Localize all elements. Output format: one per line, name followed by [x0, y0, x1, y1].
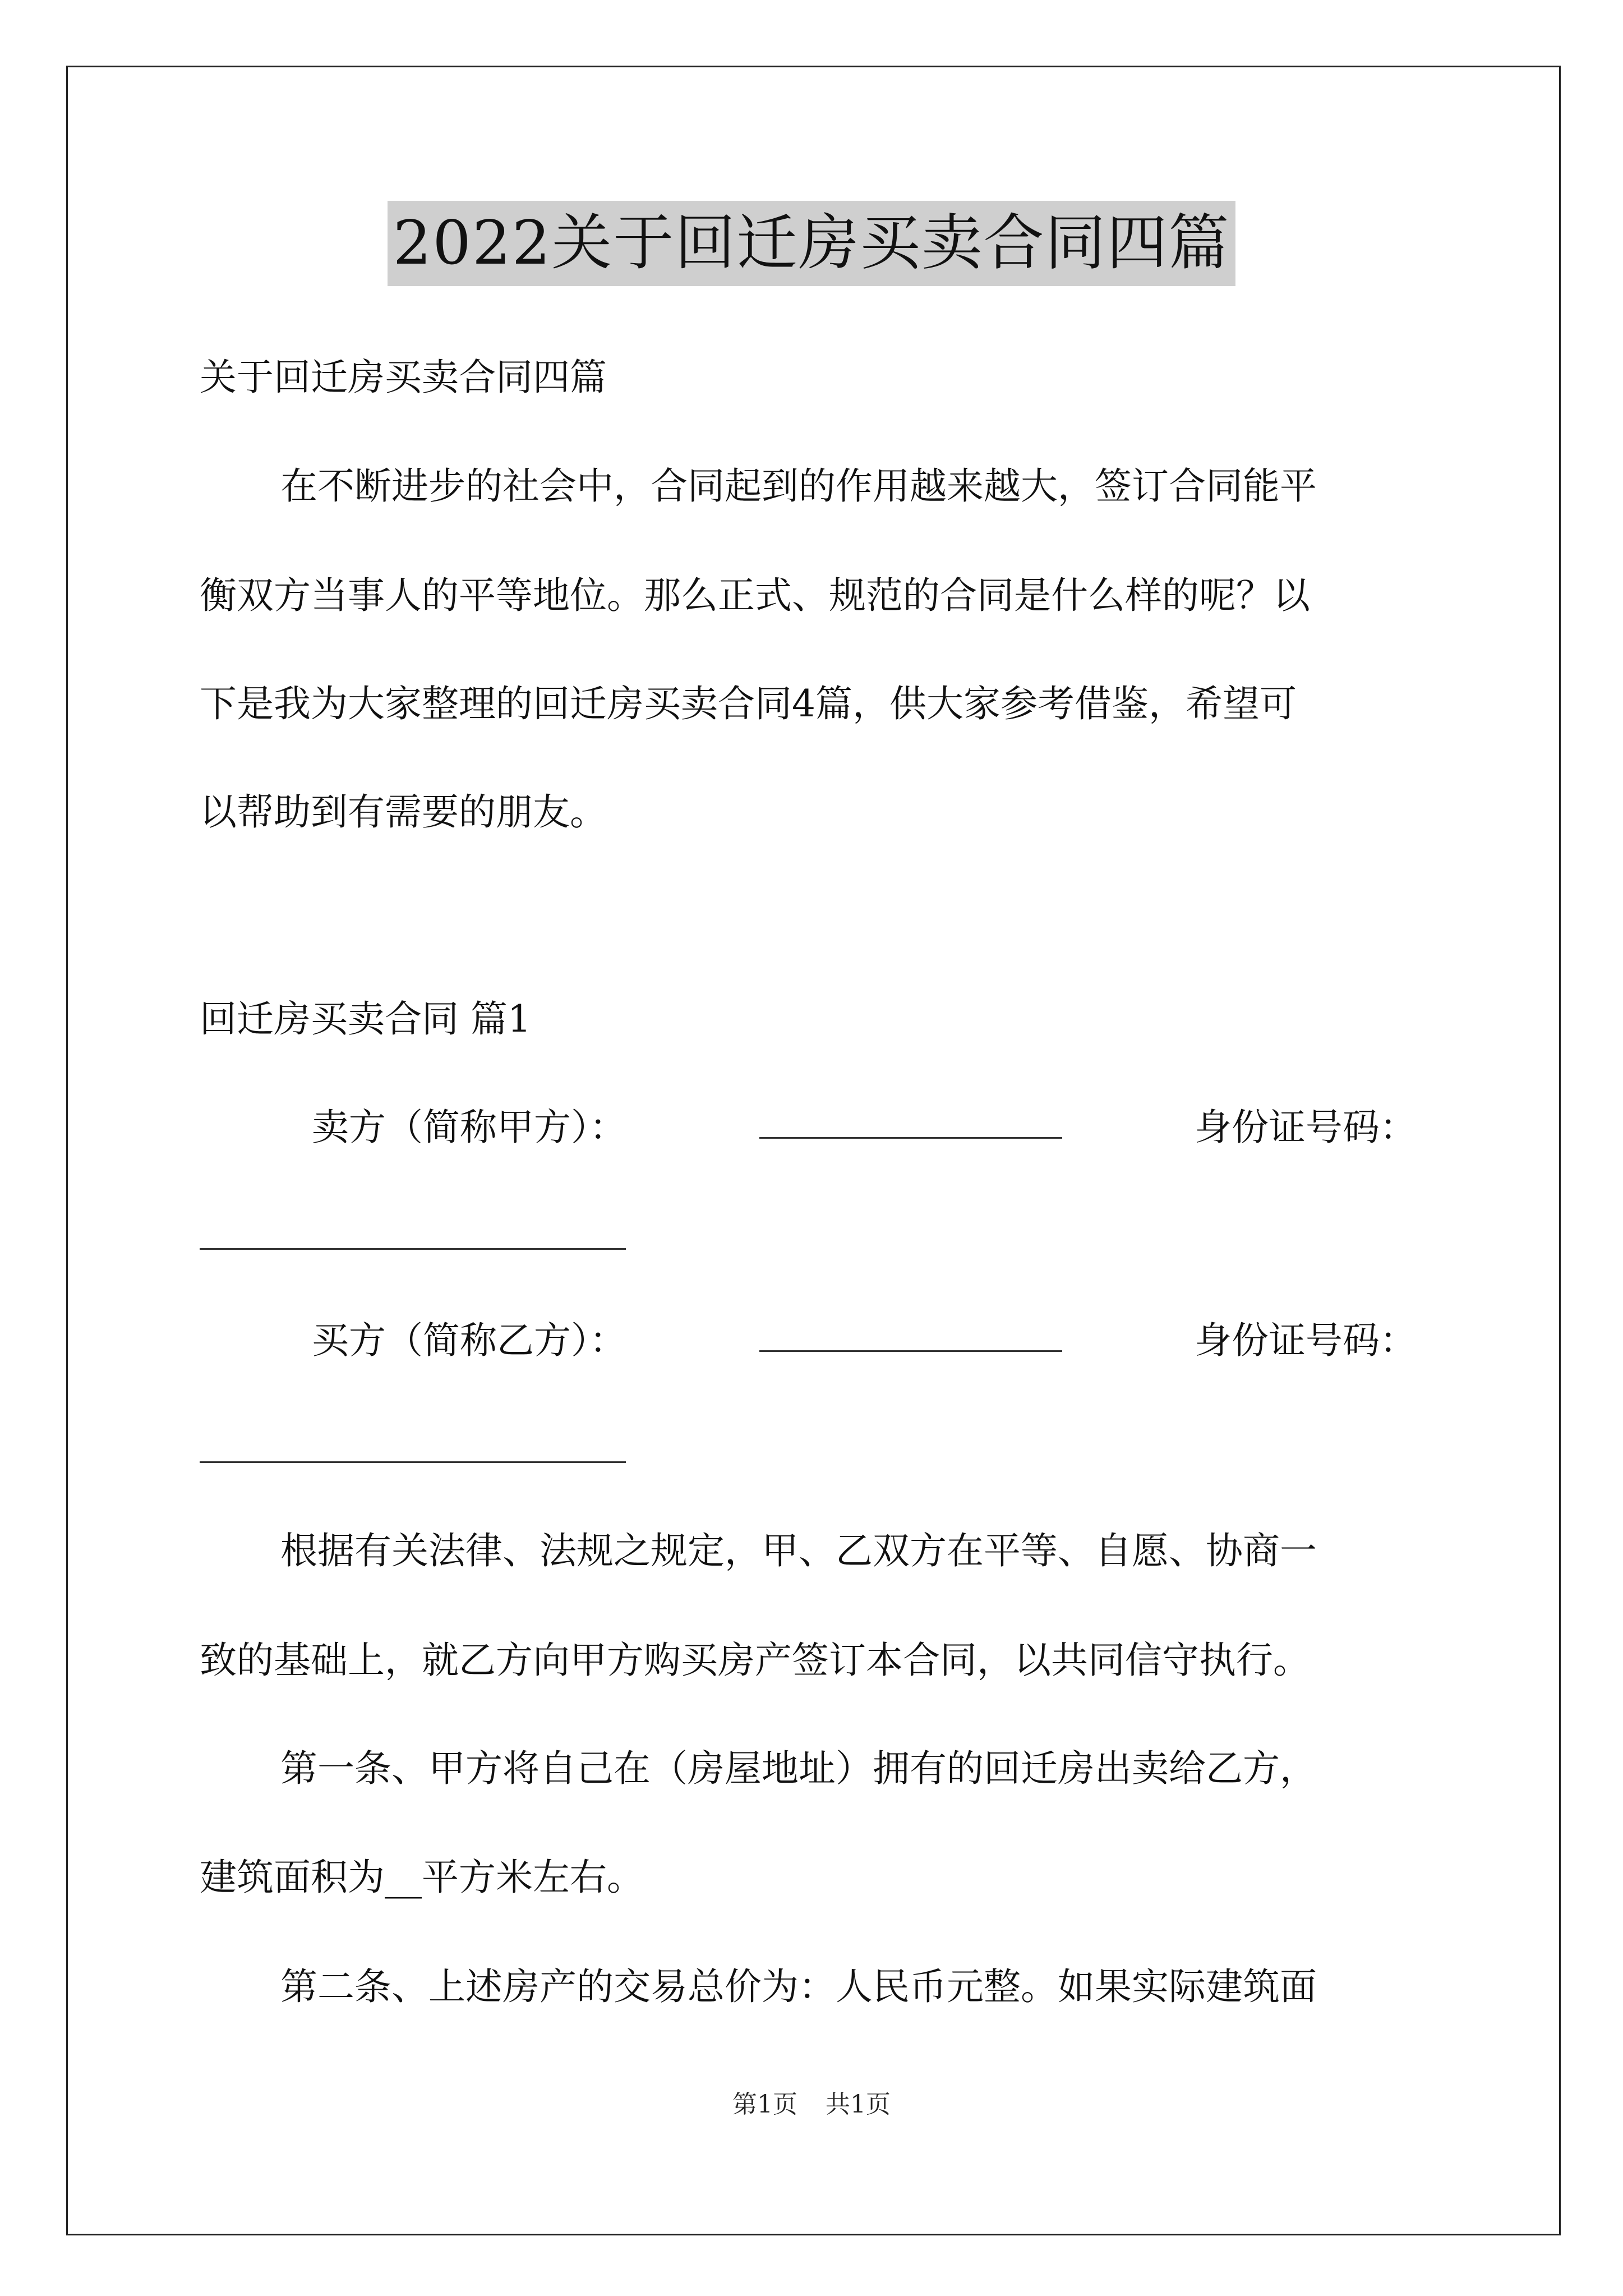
- seller-name-blank[interactable]: [759, 1102, 1062, 1139]
- page-number: 第1页: [732, 2090, 797, 2119]
- page-footer: [0, 2088, 1623, 2122]
- document-subtitle: 关于回迁房买卖合同四篇: [200, 356, 607, 399]
- body-line-2: 致的基础上，就乙方向甲方购买房产签订本合同，以共同信守执行。: [200, 1639, 1310, 1682]
- seller-id-blank[interactable]: [200, 1248, 626, 1250]
- body-line-3: 第一条、甲方将自己在（房屋地址）拥有的回迁房出卖给乙方，: [280, 1747, 1317, 1790]
- buyer-name-blank[interactable]: [759, 1315, 1062, 1352]
- seller-row: [312, 1102, 1417, 1153]
- buyer-id-label: 身份证号码：: [1195, 1319, 1417, 1362]
- buyer-label: 买方（简称乙方）：: [312, 1319, 626, 1362]
- seller-label: 卖方（简称甲方）：: [312, 1106, 626, 1149]
- buyer-id-blank[interactable]: [200, 1461, 626, 1463]
- body-line-5: 第二条、上述房产的交易总价为：人民币元整。如果实际建筑面: [280, 1965, 1317, 2008]
- document-title: 2022关于回迁房买卖合同四篇: [388, 201, 1236, 286]
- intro-line-2: 衡双方当事人的平等地位。那么正式、规范的合同是什么样的呢？以: [200, 574, 1310, 617]
- title-container: [0, 201, 1623, 286]
- intro-line-3: 下是我为大家整理的回迁房买卖合同4篇，供大家参考借鉴，希望可: [200, 682, 1297, 725]
- intro-line-4: 以帮助到有需要的朋友。: [200, 790, 607, 834]
- buyer-row: [312, 1315, 1417, 1366]
- page-total: 共1页: [826, 2090, 891, 2119]
- intro-line-1: 在不断进步的社会中，合同起到的作用越来越大，签订合同能平: [280, 464, 1317, 508]
- body-line-1: 根据有关法律、法规之规定，甲、乙双方在平等、自愿、协商一: [280, 1529, 1317, 1572]
- section-heading: 回迁房买卖合同 篇1: [200, 997, 531, 1041]
- seller-id-label: 身份证号码：: [1195, 1106, 1417, 1149]
- body-line-4: 建筑面积为__平方米左右。: [200, 1856, 644, 1899]
